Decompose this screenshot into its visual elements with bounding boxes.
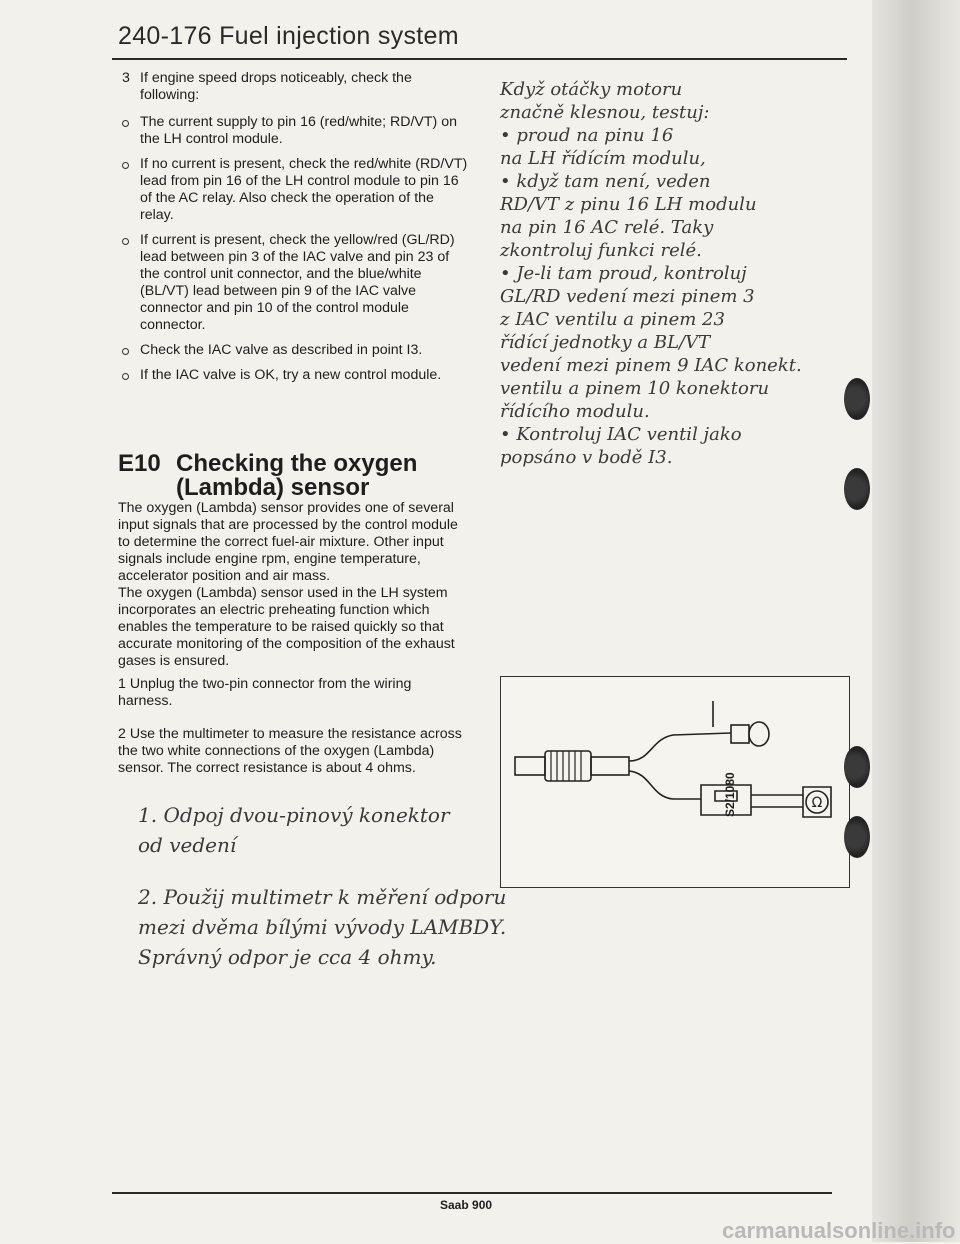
binder-edge <box>872 0 960 1242</box>
binder-ring-icon <box>844 468 870 510</box>
handwritten-line: 2. Použij multimetr k měření odporu <box>138 885 507 909</box>
footer-text: Saab 900 <box>440 1198 493 1212</box>
step-text: If engine speed drops noticeably, check the following: <box>140 70 412 103</box>
handwritten-line: GL/RD vedení mezi pinem 3 <box>500 286 755 307</box>
handwritten-line: značně klesnou, testuj: <box>500 102 710 123</box>
handwritten-line: mezi dvěma bílými vývody LAMBDY. <box>138 915 507 939</box>
handwritten-notes <box>500 78 840 469</box>
handwritten-bottom-notes <box>138 800 778 972</box>
handwritten-line: zkontroluj funkci relé. <box>500 240 702 261</box>
intro-section <box>118 70 468 392</box>
section-title-line2: (Lambda) sensor <box>176 474 370 501</box>
handwritten-line: na LH řídícím modulu, <box>500 148 706 169</box>
section-steps <box>118 676 468 793</box>
bullet-item: If the IAC valve is OK, try a new control module. <box>118 367 468 384</box>
section-heading <box>118 452 478 500</box>
handwritten-line: ventilu a pinem 10 konektoru <box>500 378 770 399</box>
handwritten-line: RD/VT z pinu 16 LH modulu <box>500 194 757 215</box>
header-rule <box>112 58 847 60</box>
step-3 <box>118 70 468 104</box>
handwritten-line: z IAC ventilu a pinem 23 <box>500 309 725 330</box>
handwritten-line: • když tam není, veden <box>500 171 711 192</box>
bullet-item: Check the IAC valve as described in point I3. <box>118 342 468 359</box>
handwritten-line: na pin 16 AC relé. Taky <box>500 217 714 238</box>
footer-rule <box>112 1192 832 1194</box>
ohm-symbol: Ω <box>811 795 823 811</box>
handwritten-line: 1. Odpoj dvou-pinový konektor <box>138 803 450 827</box>
paragraph: The oxygen (Lambda) sensor used in the LH system incorporates an electric preheating function which enables the temperature to be raised quickly so that accurate monitoring of the composition of the exhaust gases is ensured. <box>118 585 455 669</box>
handwritten-line: od vedení <box>138 833 237 857</box>
paragraph: The oxygen (Lambda) sensor provides one of several input signals that are processed by the control module to determine the correct fuel-air mixture. Other input signals include engine rpm, engine temperature, accelerator position and air mass. <box>118 500 458 584</box>
section-body <box>118 500 468 670</box>
figure-code: S2/1080 <box>723 772 737 817</box>
binder-ring-icon <box>844 816 870 858</box>
handwritten-line: • Je-li tam proud, kontroluj <box>500 263 747 284</box>
bullet-item: If current is present, check the yellow/red (GL/RD) lead between pin 3 of the IAC valve and pin 23 of the control unit connector, and the blue/white (BL/VT) lead between pin 9 of the IAC valve connector and pin 10 of the control module connector. <box>118 232 468 334</box>
handwritten-line: Když otáčky motoru <box>500 79 683 100</box>
handwritten-line: Správný odpor je cca 4 ohmy. <box>138 945 437 969</box>
handwritten-line: vedení mezi pinem 9 IAC konekt. <box>500 355 802 376</box>
handwritten-line: popsáno v bodě I3. <box>500 447 673 468</box>
step-number: 3 <box>122 70 130 86</box>
handwritten-line: • proud na pinu 16 <box>500 125 674 146</box>
binder-ring-icon <box>844 746 870 788</box>
step-2: 2 Use the multimeter to measure the resistance across the two white connections of the oxygen (Lambda) sensor. The correct resistance is about 4 ohms. <box>118 726 462 776</box>
handwritten-line: řídící jednotky a BL/VT <box>500 332 711 353</box>
handwritten-line: • Kontroluj IAC ventil jako <box>500 424 742 445</box>
binder-ring-icon <box>844 378 870 420</box>
handwritten-line: řídícího modulu. <box>500 401 650 422</box>
section-code: E10 <box>118 450 161 477</box>
watermark: carmanualsonline.info <box>722 1218 956 1243</box>
page-title: 240-176 Fuel injection system <box>118 22 459 50</box>
bullet-item: If no current is present, check the red/white (RD/VT) lead from pin 16 of the LH control module to pin 16 of the AC relay. Also check the operation of the relay. <box>118 156 468 224</box>
bullet-item: The current supply to pin 16 (red/white; RD/VT) on the LH control module. <box>118 114 468 148</box>
section-title-line1: Checking the oxygen <box>176 450 418 477</box>
step-1: 1 Unplug the two-pin connector from the wiring harness. <box>118 676 412 709</box>
